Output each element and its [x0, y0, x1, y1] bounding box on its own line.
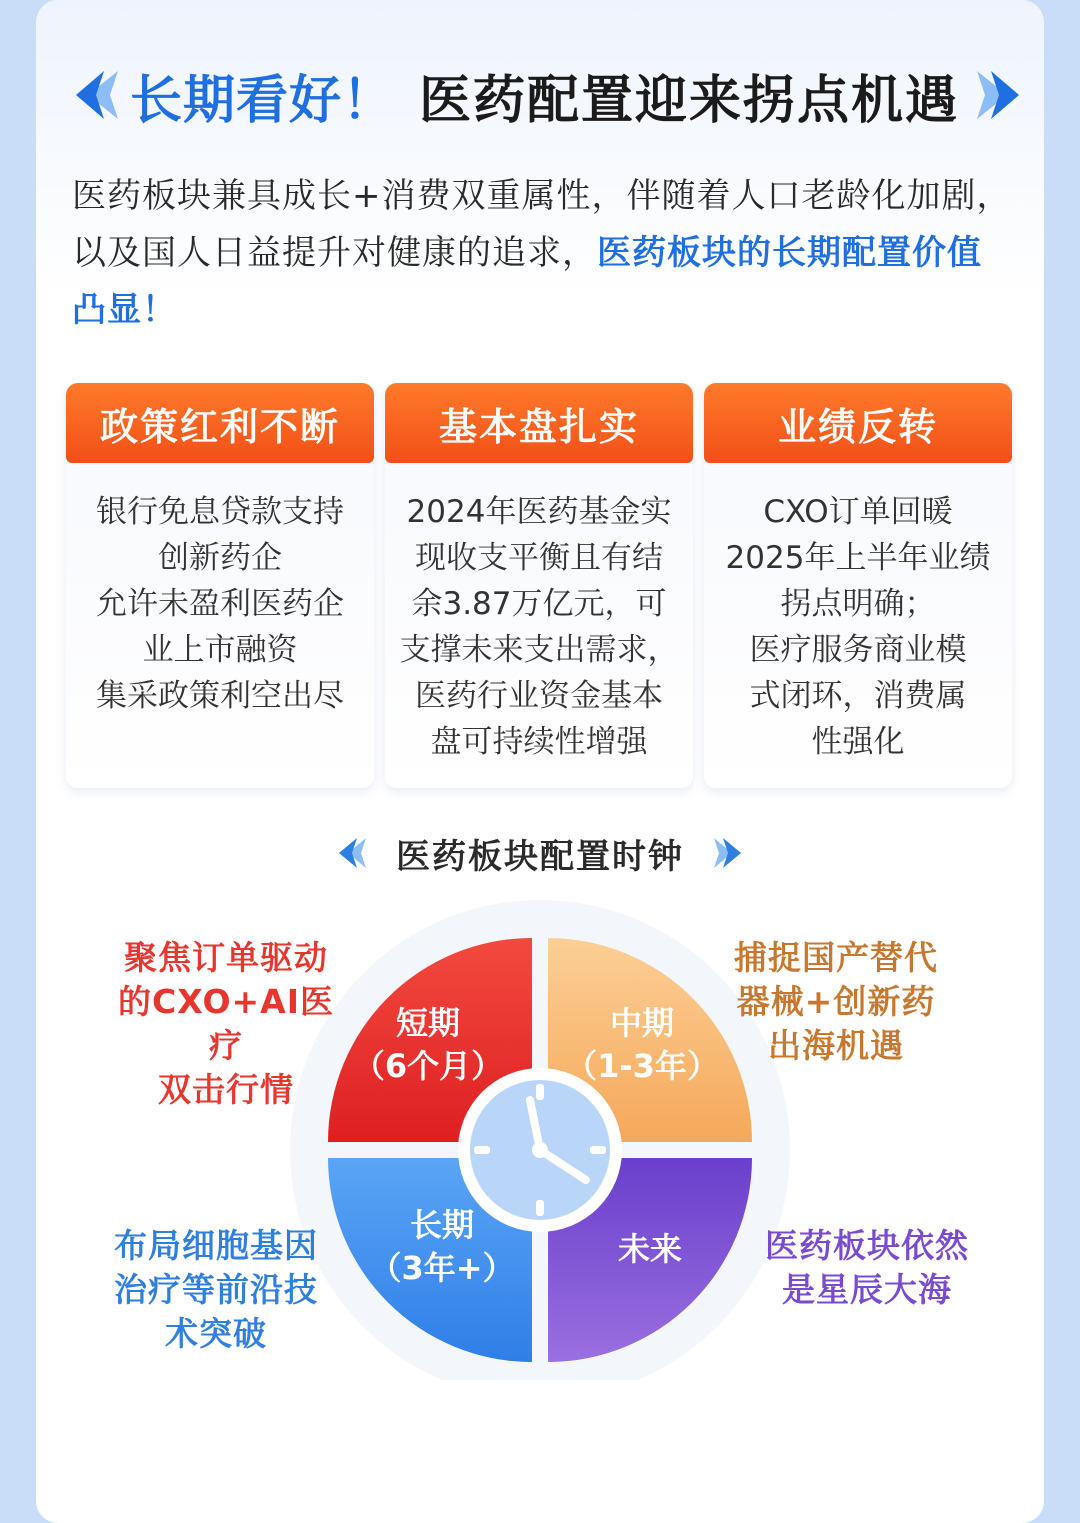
note-mid-term: [722, 936, 950, 1068]
column-body: [66, 463, 374, 719]
intro-highlight: 医药板块的长期配置价值凸显！: [72, 233, 982, 330]
quadrant-future-title: 未来: [617, 1230, 682, 1268]
quadrant-mid-title: 中期: [609, 1004, 674, 1042]
column-line: 性强化: [811, 724, 905, 760]
note-line: 器械+创新药: [736, 982, 936, 1021]
column-line: 2025年上半年业绩: [725, 540, 991, 576]
column-line: 创新药企: [158, 540, 282, 576]
note-line: 捕捉国产替代: [734, 938, 938, 977]
column-line: 银行免息贷款支持: [96, 494, 344, 530]
note-line: 的CXO+AI医疗: [117, 982, 334, 1065]
column-title: 业绩反转: [704, 383, 1012, 463]
intro-text: 医药板块兼具成长+消费双重属性，伴随着人口老龄化加剧，以及国人日益提升对健康的追求，: [72, 176, 1012, 273]
column-line: 集采政策利空出尽: [96, 678, 344, 714]
quadrant-long-label: [362, 1204, 522, 1290]
column-line: 2024年医药基金实: [406, 494, 672, 530]
note-future: [752, 1224, 982, 1312]
intro-paragraph: [72, 168, 1012, 339]
quadrant-short-label: [348, 1002, 508, 1088]
content-card: [36, 0, 1044, 1523]
note-short-term: [106, 936, 346, 1112]
column-line: CXO订单回暖: [763, 494, 953, 530]
quadrant-mid-period: （1-3年）: [565, 1047, 719, 1085]
headline-main: 医药配置迎来拐点机遇: [419, 70, 960, 131]
column-line: 医疗服务商业模: [749, 632, 967, 668]
quadrant-future-label: [570, 1228, 730, 1271]
note-line: 医药板块依然: [765, 1226, 969, 1265]
column-body: [704, 463, 1012, 765]
headline: [74, 55, 1014, 135]
quadrant-mid-label: [562, 1002, 722, 1088]
column-line: 医药行业资金基本: [415, 678, 663, 714]
column-fundamentals: [385, 383, 693, 788]
column-body: [385, 463, 693, 765]
note-line: 术突破: [165, 1314, 267, 1353]
note-line: 布局细胞基因: [114, 1226, 318, 1265]
double-chevron-left-icon: [338, 835, 370, 871]
quadrant-short-period: （6个月）: [352, 1047, 504, 1085]
double-chevron-left-icon: [74, 67, 122, 123]
column-title: 基本盘扎实: [385, 383, 693, 463]
column-earnings: [704, 383, 1012, 788]
column-line: 式闭环，消费属: [749, 678, 967, 714]
column-line: 允许未盈利医药企: [96, 586, 344, 622]
double-chevron-right-icon: [710, 835, 742, 871]
column-line: 支撑未来支出需求，: [399, 632, 679, 668]
note-line: 出海机遇: [768, 1026, 904, 1065]
feature-columns: [66, 383, 1012, 788]
column-title: 政策红利不断: [66, 383, 374, 463]
quadrant-long-title: 长期: [409, 1206, 474, 1244]
note-line: 双击行情: [158, 1070, 294, 1109]
column-line: 盘可持续性增强: [430, 724, 648, 760]
column-policy: [66, 383, 374, 788]
note-line: 治疗等前沿技: [114, 1270, 318, 1309]
clock-heading: [36, 828, 1044, 878]
note-line: 聚焦订单驱动: [124, 938, 328, 977]
double-chevron-right-icon: [973, 67, 1021, 123]
column-line: 拐点明确；: [780, 586, 936, 622]
column-line: 业上市融资: [142, 632, 298, 668]
column-line: 现收支平衡且有结: [415, 540, 663, 576]
clock-title: 医药板块配置时钟: [396, 836, 684, 877]
headline-highlight: 长期看好！: [130, 70, 396, 131]
quadrant-long-period: （3年+）: [369, 1249, 515, 1287]
column-line: 余3.87万亿元，可: [411, 586, 667, 622]
quadrant-short-title: 短期: [395, 1004, 460, 1042]
note-long-term: [102, 1224, 330, 1356]
note-line: 是星辰大海: [782, 1270, 952, 1309]
